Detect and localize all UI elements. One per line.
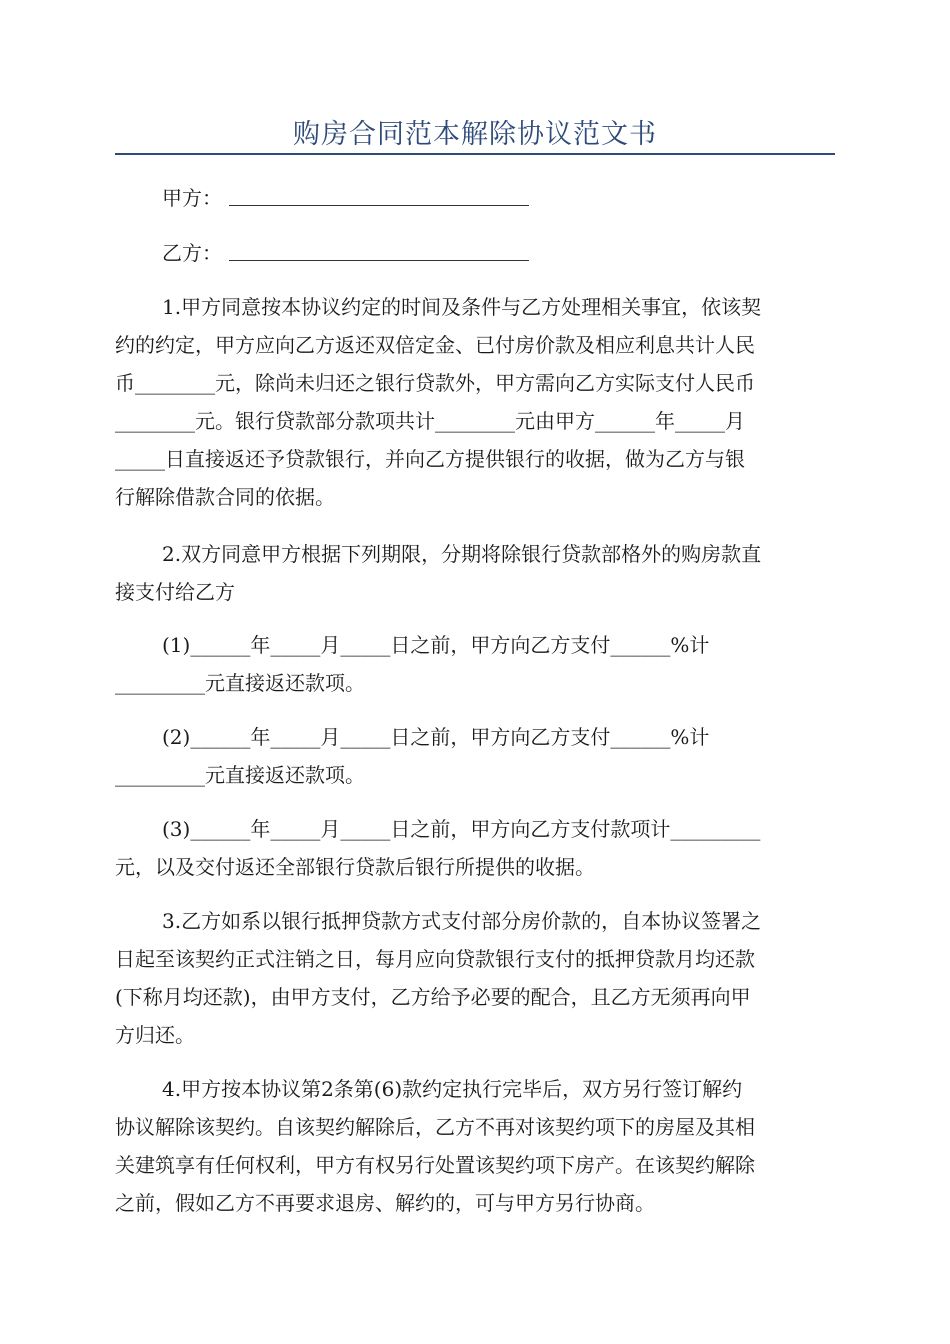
clause-3-line: 方归还。 (115, 1023, 195, 1047)
clause-3-line: (下称月均还款)，由甲方支付，乙方给予必要的配合，且乙方无须再向甲 (115, 985, 751, 1009)
clause-4-line: 协议解除该契约。自该契约解除后，乙方不再对该契约项下的房屋及其相 (115, 1115, 755, 1139)
clause-3-line: 3.乙方如系以银行抵押贷款方式支付部分房价款的，自本协议签署之 (162, 909, 762, 933)
clause-1-line: 币________元，除尚未归还之银行贷款外，甲方需向乙方实际支付人民币 (115, 371, 755, 395)
clause-1-line: ________元。银行贷款部分款项共计________元由甲方______年_____月 (115, 409, 745, 433)
sub-item-2-line: _________元直接返还款项。 (115, 763, 365, 787)
sub-item-3-line: (3)______年_____月_____日之前，甲方向乙方支付款项计_________ (162, 817, 761, 841)
clause-3-line: 日起至该契约正式注销之日，每月应向贷款银行支付的抵押贷款月均还款 (115, 947, 755, 971)
clause-4-line: 之前，假如乙方不再要求退房、解约的，可与甲方另行协商。 (115, 1191, 655, 1215)
sub-item-3-line: 元，以及交付返还全部银行贷款后银行所提供的收据。 (115, 855, 595, 879)
clause-1-line: 行解除借款合同的依据。 (115, 485, 335, 509)
clause-1-line: 1.甲方同意按本协议约定的时间及条件与乙方处理相关事宜，依该契 (162, 295, 762, 319)
party-a-label: 甲方： (162, 186, 222, 210)
sub-item-1-line: _________元直接返还款项。 (115, 671, 365, 695)
party-b-blank (229, 260, 529, 261)
clause-2-line: 2.双方同意甲方根据下列期限，分期将除银行贷款部格外的购房款直 (162, 542, 762, 566)
sub-item-1-line: (1)______年_____月_____日之前，甲方向乙方支付______%计 (162, 633, 710, 657)
party-a-blank (229, 205, 529, 206)
clause-4-line: 关建筑享有任何权利，甲方有权另行处置该契约项下房产。在该契约解除 (115, 1153, 755, 1177)
title-underline (115, 153, 835, 155)
clause-1-line: 约的约定，甲方应向乙方返还双倍定金、已付房价款及相应利息共计人民 (115, 333, 755, 357)
document-title: 购房合同范本解除协议范文书 (293, 119, 657, 150)
party-b-label: 乙方： (162, 241, 222, 265)
sub-item-2-line: (2)______年_____月_____日之前，甲方向乙方支付______%计 (162, 725, 710, 749)
clause-4-line: 4.甲方按本协议第2条第(6)款约定执行完毕后，双方另行签订解约 (162, 1077, 743, 1101)
clause-1-line: _____日直接返还予贷款银行，并向乙方提供银行的收据，做为乙方与银 (115, 447, 745, 471)
clause-2-line: 接支付给乙方 (115, 580, 235, 604)
